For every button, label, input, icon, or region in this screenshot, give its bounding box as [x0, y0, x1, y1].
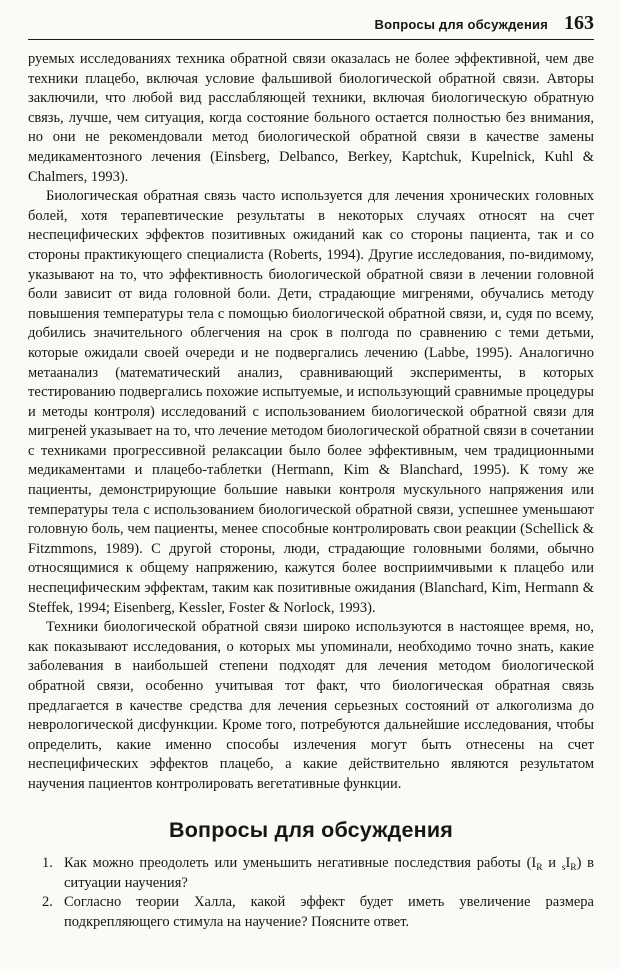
subscript-r: R — [570, 863, 577, 874]
question-text-part: и — [542, 855, 562, 872]
question-item-1 — [28, 854, 594, 893]
paragraph-2: Биологическая обратная связь часто используется для лечения хронических головных болей, хотя терапевтические результаты в некоторых случаях относят на счет неспецифических эффектов позитивных ожиданий как со стороны пациента, так и со стороны практикующего специалиста (Roberts, 1994). Другие исследования, по-видимому, указывают на то, что эффективность биологической обратной связи в лечении головной боли зависит от вида головной боли. Дети, страдающие мигренями, обучались методу повышения температуры тела с помощью биологической обратной связи, и, судя по всему, добились значительного облегчения на срок в полгода по сравнению с теми детьми, которые ожидали своей очереди и не подвергались лечению (Labbe, 1995). Аналогично метаанализ (математический анализ, сравнивающий эксперименты, в которых тестированию подвергались похожие испытуемые, и использующий сравнимые процедуры и методы контроля) исследований с использованием биологической обратной связи для мигреней указывает на то, что лечение методом биологической обратной связи в сочетании с техниками прогрессивной релаксации было более эффективным, чем традиционными медикаментами и плацебо-таблетки (Hermann, Kim & Blanchard, 1995). К тому же пациенты, демонстрирующие большие навыки контроля мускульного напряжения или температуры тела с использованием биологической обратной связи, успешнее уменьшают головную боль, чем пациенты, менее способные контролировать свои реакции (Schellick & Fitzmmons, 1989). С другой стороны, люди, страдающие головными болями, обычно относящимися к общему напряжению, кажутся более восприимчивыми к плацебо или неспецифическим эффектам, таким как позитивные ожидания (Blanchard, Kim, Hermann & Steffek, 1994; Eisenberg, Kessler, Foster & Norlock, 1993). — [28, 188, 594, 616]
header-rule — [28, 39, 594, 40]
page-number: 163 — [564, 12, 594, 34]
subscript-r: R — [536, 863, 543, 874]
question-number: 1. — [42, 855, 53, 872]
question-item-2 — [28, 893, 594, 932]
question-text — [64, 854, 594, 893]
page-body — [28, 50, 594, 933]
question-list — [28, 854, 594, 932]
running-title: Вопросы для обсуждения — [374, 17, 548, 32]
question-text-part: Как можно преодолеть или уменьшить негативные последствия работы (I — [64, 855, 537, 872]
question-text: Согласно теории Халла, какой эффект будет иметь увеличение размера подкрепляющего стимула на научение? Поясните ответ. — [64, 894, 594, 930]
question-number: 2. — [42, 894, 53, 911]
paragraph-1: руемых исследованиях техника обратной связи оказалась не более эффективной, чем две техники плацебо, включая условие фальшивой биологической обратной связи. Авторы заключили, что любой вид расслабляющей техники, включая биологическую обратную связь, лучше, чем ситуация, когда состояние больного остается полностью без внимания, но они не рекомендовали метод биологической обратной связи в качестве замены медикаментозного лечения (Einsberg, Delbanco, Berkey, Kaptchuk, Kupelnick, Kuhl & Chalmers, 1993). — [28, 51, 594, 185]
subscript-s: s — [561, 863, 566, 874]
page-header — [28, 12, 594, 39]
question-text-part: I — [565, 855, 571, 872]
section-heading: Вопросы для обсуждения — [168, 817, 454, 842]
question-text-part: ) в ситуации научения? — [64, 855, 594, 891]
paragraph-3: Техники биологической обратной связи широко используются в настоящее время, но, как показывают исследования, о которых мы упоминали, необходимо точно знать, какие заболевания в наибольшей степени подходят для лечения методом биологической обратной связи, особенно учитывая тот факт, что биологическая обратная связь предлагается в качестве средства для лечения серьезных состояний от алкоголизма до неврологической дисфункции. Кроме того, потребуются дальнейшие исследования, чтобы определить, какие именно способы излечения могут быть отнесены на счет неспецифических эффектов плацебо, а какие действительно являются результатом научения пациентов контролировать вегетативные функции. — [28, 619, 594, 792]
